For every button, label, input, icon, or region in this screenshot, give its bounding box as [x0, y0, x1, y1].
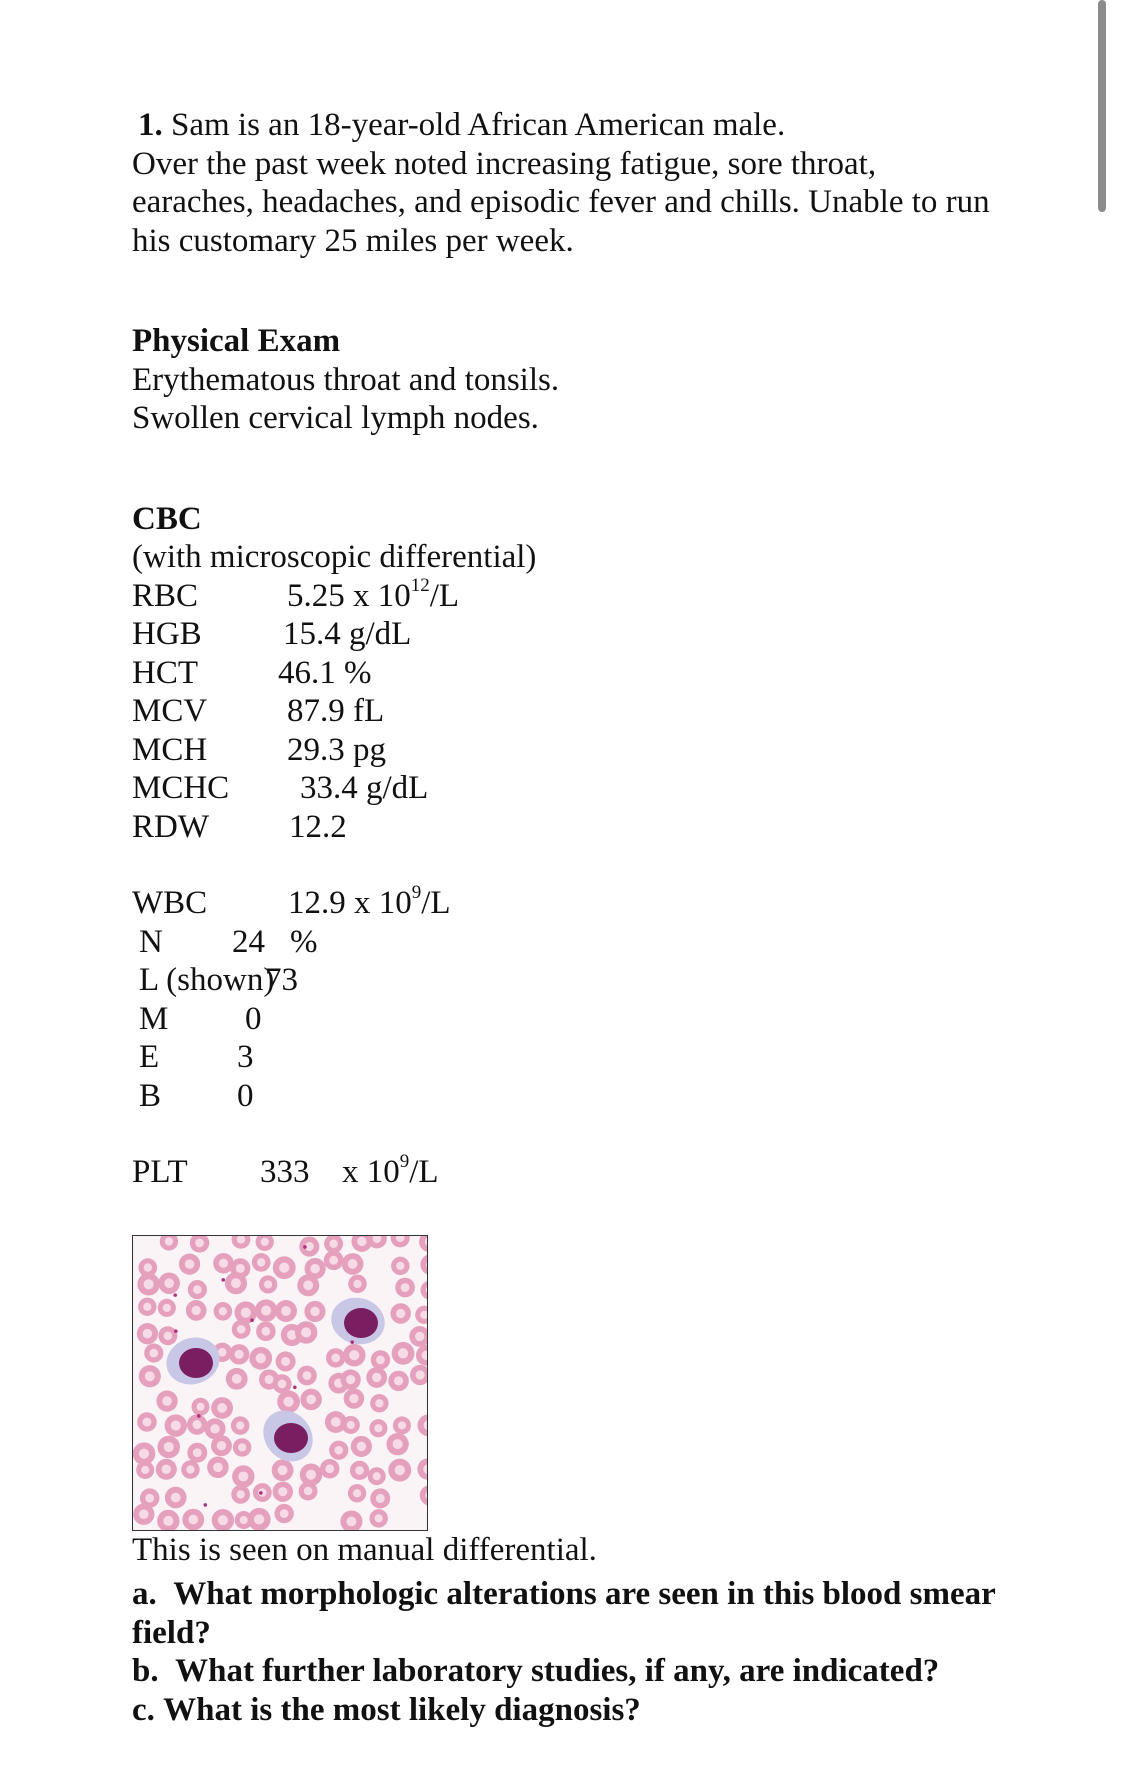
red-blood-cell-pallor [193, 1448, 202, 1457]
exam-finding: Swollen cervical lymph nodes. [132, 400, 539, 436]
red-blood-cell-pallor [143, 1328, 153, 1338]
case-intro [132, 106, 1002, 145]
diff-row [132, 923, 1002, 962]
cbc-label: PLT [132, 1154, 188, 1190]
cbc-label: RDW [132, 808, 209, 845]
platelet [350, 1340, 354, 1344]
cbc-value: 333 [260, 1154, 310, 1190]
red-blood-cell-pallor [279, 1262, 289, 1272]
cbc-label: RBC [132, 577, 199, 614]
cbc-value: 33.4 g/dL [300, 770, 429, 806]
red-blood-cell-pallor [261, 1305, 271, 1315]
question-list [132, 1575, 1002, 1729]
red-blood-cell-pallor [303, 1280, 313, 1290]
red-blood-cell-pallor [261, 1237, 269, 1245]
red-blood-cell-pallor [373, 1472, 381, 1480]
red-blood-cell-pallor [139, 1509, 149, 1519]
cbc-row-rdw [132, 808, 1002, 847]
red-blood-cell-pallor [196, 1402, 204, 1410]
cbc-label: MCV [132, 693, 208, 729]
red-blood-cell-pallor [331, 1417, 341, 1427]
red-blood-cell-pallor [193, 1285, 202, 1294]
red-blood-cell-pallor [164, 1441, 174, 1451]
cbc-row-mcv [132, 692, 1002, 731]
red-blood-cell-pallor [219, 1307, 227, 1315]
red-blood-cell-pallor [325, 1464, 334, 1473]
red-blood-cell-pallor [165, 1237, 173, 1245]
red-blood-cell-pallor [331, 1353, 340, 1362]
red-blood-cell-pallor [240, 1516, 248, 1524]
platelet [293, 1385, 297, 1389]
red-blood-cell-pallor [145, 1371, 155, 1381]
cbc-label: MCHC [132, 770, 230, 806]
red-blood-cell-pallor [348, 1259, 358, 1269]
red-blood-cell-pallor [241, 1307, 251, 1317]
red-blood-cell-pallor [304, 1486, 312, 1494]
red-blood-cell-pallor [401, 1283, 410, 1292]
red-blood-cell-pallor [232, 1373, 242, 1383]
platelet [173, 1293, 177, 1297]
red-blood-cell-pallor [213, 1462, 223, 1472]
platelet [203, 1503, 207, 1507]
diff-unit: % [290, 923, 318, 960]
red-blood-cell-pallor [415, 1331, 424, 1340]
cbc-label: MCH [132, 731, 208, 768]
red-blood-cell-pallor [374, 1514, 382, 1522]
red-blood-cell-pallor [265, 1374, 274, 1383]
red-blood-cell-pallor [218, 1515, 228, 1525]
history-line: his customary 25 miles per week. [132, 222, 574, 259]
red-blood-cell-pallor [306, 1394, 316, 1404]
red-blood-cell-pallor [346, 1516, 356, 1526]
cbc-label: WBC [132, 885, 208, 921]
cbc-row-plt [132, 1153, 1002, 1192]
red-blood-cell-pallor [334, 1445, 343, 1454]
diff-value: 24 [232, 923, 265, 960]
cbc-row-hct [132, 654, 1002, 693]
diff-row [132, 1038, 1002, 1077]
red-blood-cell-pallor [357, 1236, 366, 1245]
case-number: 1. [138, 107, 163, 143]
red-blood-cell-pallor [238, 1443, 246, 1451]
red-blood-cell-pallor [144, 1279, 154, 1289]
red-blood-cell-pallor [237, 1325, 246, 1334]
cbc-row-hgb [132, 615, 1002, 654]
cbc-heading: CBC [132, 500, 202, 537]
red-blood-cell-pallor [278, 1487, 287, 1496]
question-b: b. What further laboratory studies, if any, are indicated? [132, 1653, 940, 1689]
red-blood-cell-pallor [278, 1379, 287, 1388]
red-blood-cell-pallor [236, 1263, 245, 1272]
red-blood-cell-pallor [264, 1280, 272, 1288]
cbc-subheading: (with microscopic differential) [132, 539, 537, 575]
cbc-label: HCT [132, 654, 198, 691]
image-caption: This is seen on manual differential. [132, 1531, 597, 1568]
red-blood-cell-pallor [145, 1493, 154, 1502]
platelet [250, 1318, 254, 1322]
red-blood-cell-pallor [163, 1515, 173, 1525]
red-blood-cell-pallor [236, 1421, 244, 1429]
cbc-value: 12.9 x $10^9/L$ [288, 882, 451, 921]
platelet [197, 1414, 201, 1418]
red-blood-cell-pallor [219, 1258, 228, 1267]
red-blood-cell-pallor [374, 1424, 382, 1432]
diff-row [132, 1077, 1002, 1116]
red-blood-cell-pallor [231, 1278, 241, 1288]
lymphocyte-nucleus [179, 1348, 213, 1378]
red-blood-cell-pallor [254, 1514, 264, 1524]
cbc-value: 87.9 fL [287, 693, 385, 729]
blood-smear-image [132, 1235, 428, 1531]
red-blood-cell-pallor [349, 1393, 358, 1402]
red-blood-cell-pallor [192, 1305, 201, 1314]
blood-smear-micrograph [133, 1236, 427, 1530]
red-blood-cell-pallor [395, 1464, 405, 1474]
red-blood-cell-pallor [394, 1376, 403, 1385]
platelet [221, 1278, 225, 1282]
cbc-row-mch [132, 731, 1002, 770]
red-blood-cell-pallor [256, 1353, 266, 1363]
red-blood-cell-pallor [281, 1356, 290, 1365]
scrollbar[interactable] [1098, 0, 1106, 212]
diff-row [132, 1000, 1002, 1039]
red-blood-cell [420, 1254, 427, 1275]
cbc-value: 12.2 [289, 808, 347, 845]
case-intro-text: Sam is an 18-year-old African American male. [171, 107, 786, 143]
red-blood-cell-pallor [217, 1403, 227, 1413]
red-blood-cell-pallor [376, 1355, 385, 1364]
red-blood-cell-pallor [162, 1464, 171, 1473]
red-blood-cell-pallor [396, 1261, 404, 1269]
question-c: c. What is the most likely diagnosis? [132, 1691, 641, 1728]
red-blood-cell-pallor [416, 1370, 425, 1379]
red-blood-cell-pallor [143, 1417, 152, 1426]
red-blood-cell-pallor [329, 1239, 337, 1247]
red-blood-cell-pallor [195, 1238, 204, 1247]
red-blood-cell-pallor [141, 1465, 149, 1473]
cbc-value: 46.1 % [278, 654, 372, 691]
diff-label: N [139, 923, 163, 960]
red-blood-cell-pallor [281, 1306, 291, 1316]
red-blood-cell-pallor [376, 1493, 385, 1502]
red-blood-cell-pallor [143, 1302, 151, 1310]
diff-value: 3 [237, 1039, 254, 1075]
red-blood-cell-pallor [144, 1263, 152, 1271]
red-blood-cell-pallor [185, 1259, 195, 1269]
red-blood-cell-pallor [329, 1255, 338, 1264]
red-blood-cell-pallor [150, 1348, 159, 1357]
lymphocyte-nucleus [344, 1308, 378, 1338]
red-blood-cell-pallor [310, 1263, 320, 1273]
cbc-label: HGB [132, 616, 202, 652]
red-blood-cell-pallor [375, 1399, 383, 1407]
diff-value: 0 [237, 1077, 254, 1114]
red-blood-cell-pallor [257, 1258, 265, 1266]
red-blood-cell-pallor [310, 1306, 320, 1316]
red-blood-cell-pallor [278, 1465, 288, 1475]
diff-label: L (shown) [139, 962, 275, 998]
cbc-row-rbc [132, 574, 1002, 616]
red-blood-cell-pallor [347, 1420, 355, 1428]
red-blood-cell-pallor [349, 1350, 359, 1360]
cbc-value: 5.25 x $10^{12}/L$ [287, 574, 460, 614]
cbc-value: 15.4 g/dL [283, 616, 412, 652]
red-blood-cell-pallor [355, 1466, 364, 1475]
red-blood-cell-pallor [139, 1448, 149, 1458]
red-blood-cell-pallor [302, 1371, 311, 1380]
red-blood-cell-pallor [235, 1349, 244, 1358]
cbc-row-mchc [132, 769, 1002, 808]
physical-exam-heading: Physical Exam [132, 323, 341, 359]
red-blood-cell-pallor [186, 1465, 194, 1473]
red-blood-cell-pallor [236, 1490, 244, 1498]
red-blood-cell-pallor [372, 1372, 381, 1381]
red-blood-cell-pallor [306, 1469, 316, 1479]
red-blood-cell-pallor [210, 1424, 219, 1433]
diff-label: E [139, 1039, 160, 1075]
red-blood-cell-pallor [398, 1421, 406, 1429]
red-blood-cell-pallor [283, 1396, 293, 1406]
red-blood-cell-pallor [163, 1303, 171, 1311]
red-blood-cell-pallor [217, 1441, 226, 1450]
red-blood-cell-pallor [171, 1492, 181, 1502]
history-line: earaches, headaches, and episodic fever and chills. Unable to run [132, 184, 990, 220]
history-line: Over the past week noted increasing fatigue, sore throat, [132, 145, 877, 182]
red-blood-cell-pallor [164, 1278, 174, 1288]
red-blood-cell-pallor [280, 1509, 289, 1518]
red-blood-cell-pallor [396, 1308, 405, 1317]
cbc-row-wbc [132, 884, 1002, 923]
red-blood-cell-pallor [162, 1396, 172, 1406]
red-blood-cell-pallor [357, 1441, 367, 1451]
red-blood-cell-pallor [398, 1348, 408, 1358]
exam-finding: Erythematous throat and tonsils. [132, 361, 560, 398]
red-blood-cell-pallor [353, 1489, 361, 1497]
red-blood-cell-pallor [346, 1375, 355, 1384]
diff-value: 0 [245, 1000, 262, 1037]
red-blood-cell-pallor [393, 1439, 403, 1449]
cbc-value: 29.3 pg [287, 731, 386, 768]
red-blood-cell-pallor [238, 1471, 248, 1481]
diff-value: 73 [265, 962, 298, 998]
diff-label: M [139, 1000, 169, 1037]
red-blood-cell-pallor [301, 1327, 311, 1337]
document-body [132, 106, 1002, 1729]
question-a: a. What morphologic alterations are seen in this blood smear field? [132, 1576, 996, 1651]
diff-row [132, 961, 1002, 1000]
lymphocyte-nucleus [274, 1423, 308, 1453]
platelet [303, 1245, 307, 1249]
red-blood-cell-pallor [261, 1326, 270, 1335]
cbc-unit: x $10^9/L$ [342, 1151, 439, 1190]
red-blood-cell-pallor [164, 1331, 173, 1340]
red-blood-cell-pallor [353, 1279, 361, 1287]
platelet [174, 1329, 178, 1333]
red-blood-cell-pallor [192, 1420, 201, 1429]
red-blood-cell-pallor [171, 1420, 181, 1430]
platelet [259, 1491, 263, 1495]
red-blood-cell-pallor [188, 1514, 198, 1524]
diff-label: B [139, 1077, 162, 1114]
